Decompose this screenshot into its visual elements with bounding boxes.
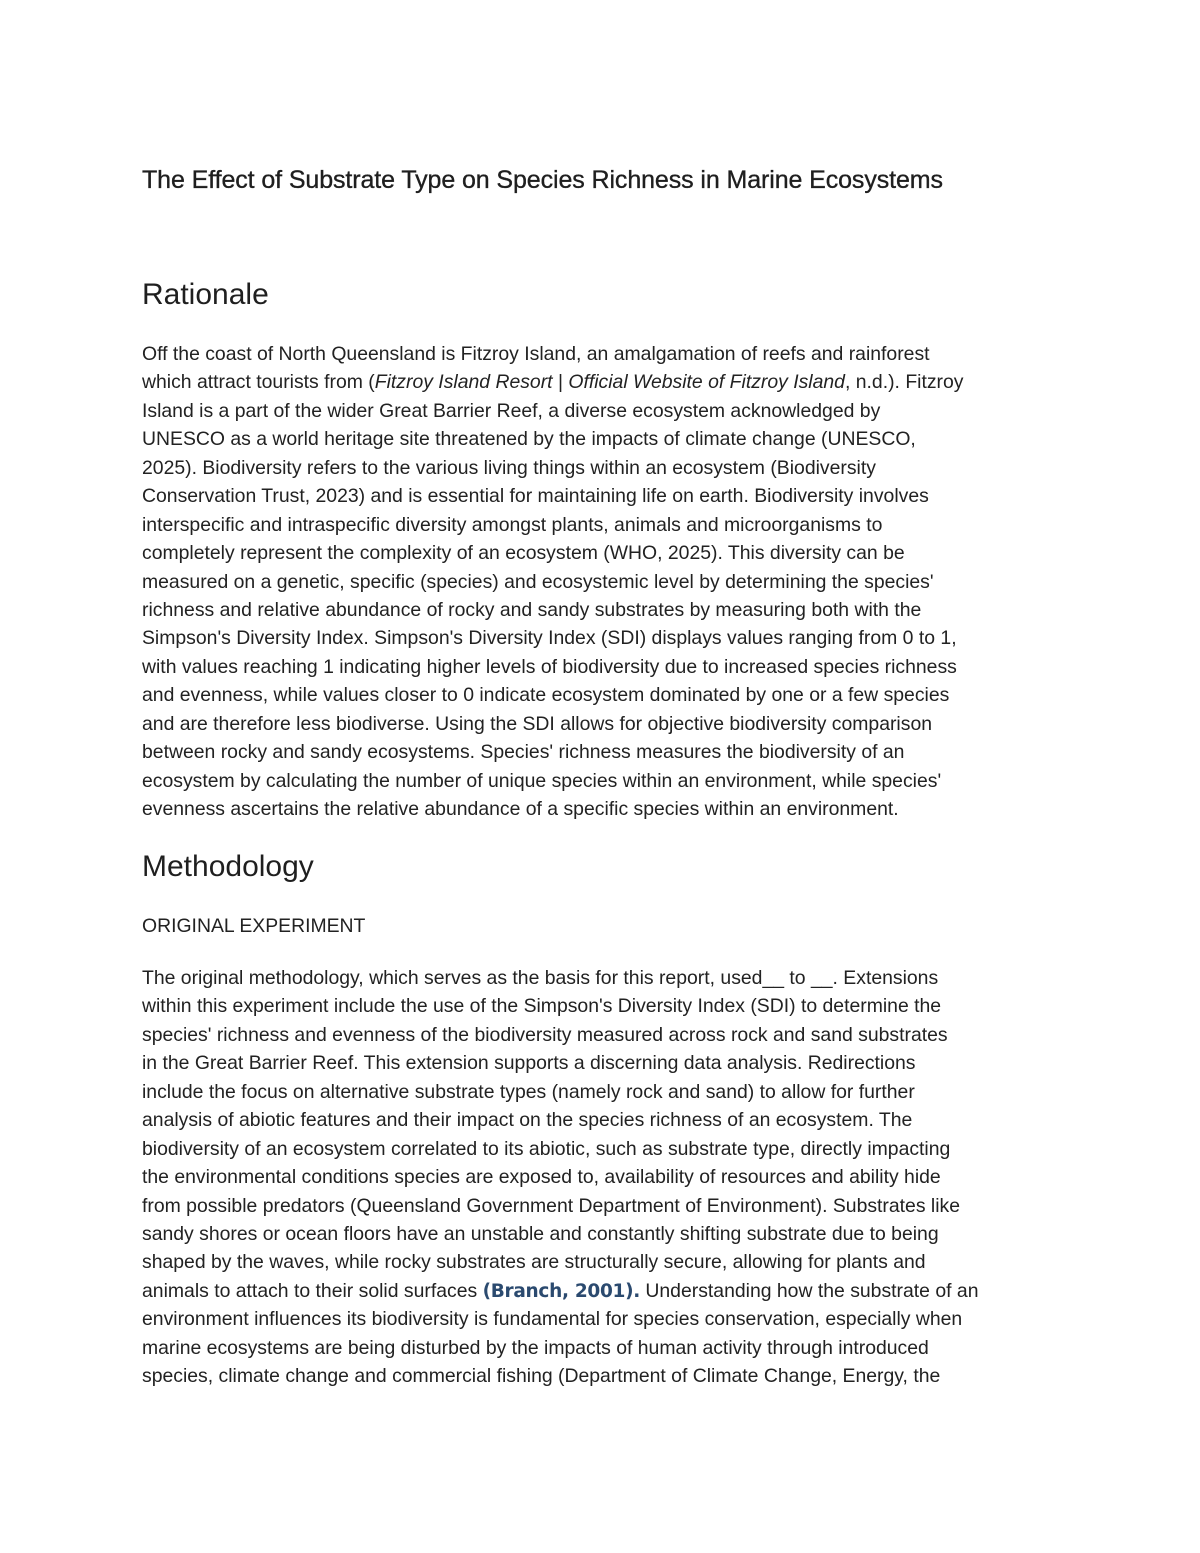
paragraph-line: within this experiment include the use of the Simpson's Diversity Index (SDI) to determine the <box>142 995 942 1018</box>
branch-citation: (Branch, 2001). <box>482 1280 640 1302</box>
italic-citation: Fitzroy Island Resort <box>374 371 553 394</box>
paragraph-line: Off the coast of North Queensland is Fitzroy Island, an amalgamation of reefs and rainforest <box>142 343 930 365</box>
paragraph-line: Conservation Trust, 2023) and is essential for maintaining life on earth. Biodiversity involves <box>142 485 929 508</box>
paragraph-line: measured on a genetic, specific (species) and ecosystemic level by determining the species' <box>142 570 934 593</box>
paragraph-line: Island is a part of the wider Great Barrier Reef, a diverse ecosystem acknowledged by <box>142 399 881 422</box>
paragraph-line: the environmental conditions species are exposed to, availability of resources and ability hide <box>142 1166 941 1189</box>
paragraph-line: include the focus on alternative substrate types (namely rock and sand) to allow for further <box>142 1080 915 1103</box>
rationale-paragraph <box>142 340 964 823</box>
paragraph-line: UNESCO as a world heritage site threatened by the impacts of climate change (UNESCO, <box>142 428 916 451</box>
paragraph-line: which attract tourists from (Fitzroy Island Resort | Official Website of Fitzroy Island, n.d.). Fitzroy <box>142 371 964 394</box>
paragraph-line: ecosystem by calculating the number of unique species within an environment, while species' <box>142 769 942 792</box>
paragraph-line: richness and relative abundance of rocky and sandy substrates by measuring both with the <box>142 598 922 621</box>
paragraph-line: biodiversity of an ecosystem correlated to its abiotic, such as substrate type, directly impacting <box>142 1137 951 1160</box>
paragraph-line: with values reaching 1 indicating higher levels of biodiversity due to increased species richness <box>142 655 957 678</box>
italic-citation: Official Website of Fitzroy Island <box>568 371 845 394</box>
paragraph-line: marine ecosystems are being disturbed by the impacts of human activity through introduced <box>142 1336 929 1359</box>
paragraph-line: The original methodology, which serves as the basis for this report, used__ to __. Extensions <box>142 967 939 989</box>
paragraph-line: from possible predators (Queensland Government Department of Environment). Substrates like <box>142 1194 961 1217</box>
paragraph-line: 2025). Biodiversity refers to the various living things within an ecosystem (Biodiversity <box>142 456 876 479</box>
paragraph-line: in the Great Barrier Reef. This extension supports a discerning data analysis. Redirections <box>142 1052 916 1075</box>
paragraph-line: species, climate change and commercial fishing (Department of Climate Change, Energy, the <box>142 1365 941 1388</box>
paragraph-line: interspecific and intraspecific diversity amongst plants, animals and microorganisms to <box>142 513 883 536</box>
paragraph-line: and are therefore less biodiverse. Using the SDI allows for objective biodiversity comparison <box>142 712 933 735</box>
paragraph-line: and evenness, while values closer to 0 indicate ecosystem dominated by one or a few species <box>142 684 950 707</box>
paragraph-line: environment influences its biodiversity is fundamental for species conservation, especially when <box>142 1308 963 1331</box>
methodology-paragraph <box>142 964 978 1391</box>
paragraph-line: between rocky and sandy ecosystems. Species' richness measures the biodiversity of an <box>142 741 905 764</box>
paragraph-line: sandy shores or ocean floors have an unstable and constantly shifting substrate due to being <box>142 1222 939 1245</box>
paragraph-line: evenness ascertains the relative abundance of a specific species within an environment. <box>142 798 899 820</box>
paragraph-line: species' richness and evenness of the biodiversity measured across rock and sand substrates <box>142 1023 948 1046</box>
paragraph-line: animals to attach to their solid surfaces (Branch, 2001). Understanding how the substrate of an <box>142 1279 979 1302</box>
methodology-heading: Methodology <box>142 850 314 883</box>
rationale-heading: Rationale <box>142 278 269 311</box>
document-title: The Effect of Substrate Type on Species Richness in Marine Ecosystems <box>142 166 943 194</box>
original-experiment-subheading: ORIGINAL EXPERIMENT <box>142 915 366 937</box>
paragraph-line: shaped by the waves, while rocky substrates are structurally secure, allowing for plants and <box>142 1251 926 1274</box>
paragraph-line: completely represent the complexity of an ecosystem (WHO, 2025). This diversity can be <box>142 542 905 565</box>
paragraph-line: Simpson's Diversity Index. Simpson's Diversity Index (SDI) displays values ranging from 0 to 1, <box>142 627 957 650</box>
paragraph-line: analysis of abiotic features and their impact on the species richness of an ecosystem. The <box>142 1109 913 1132</box>
